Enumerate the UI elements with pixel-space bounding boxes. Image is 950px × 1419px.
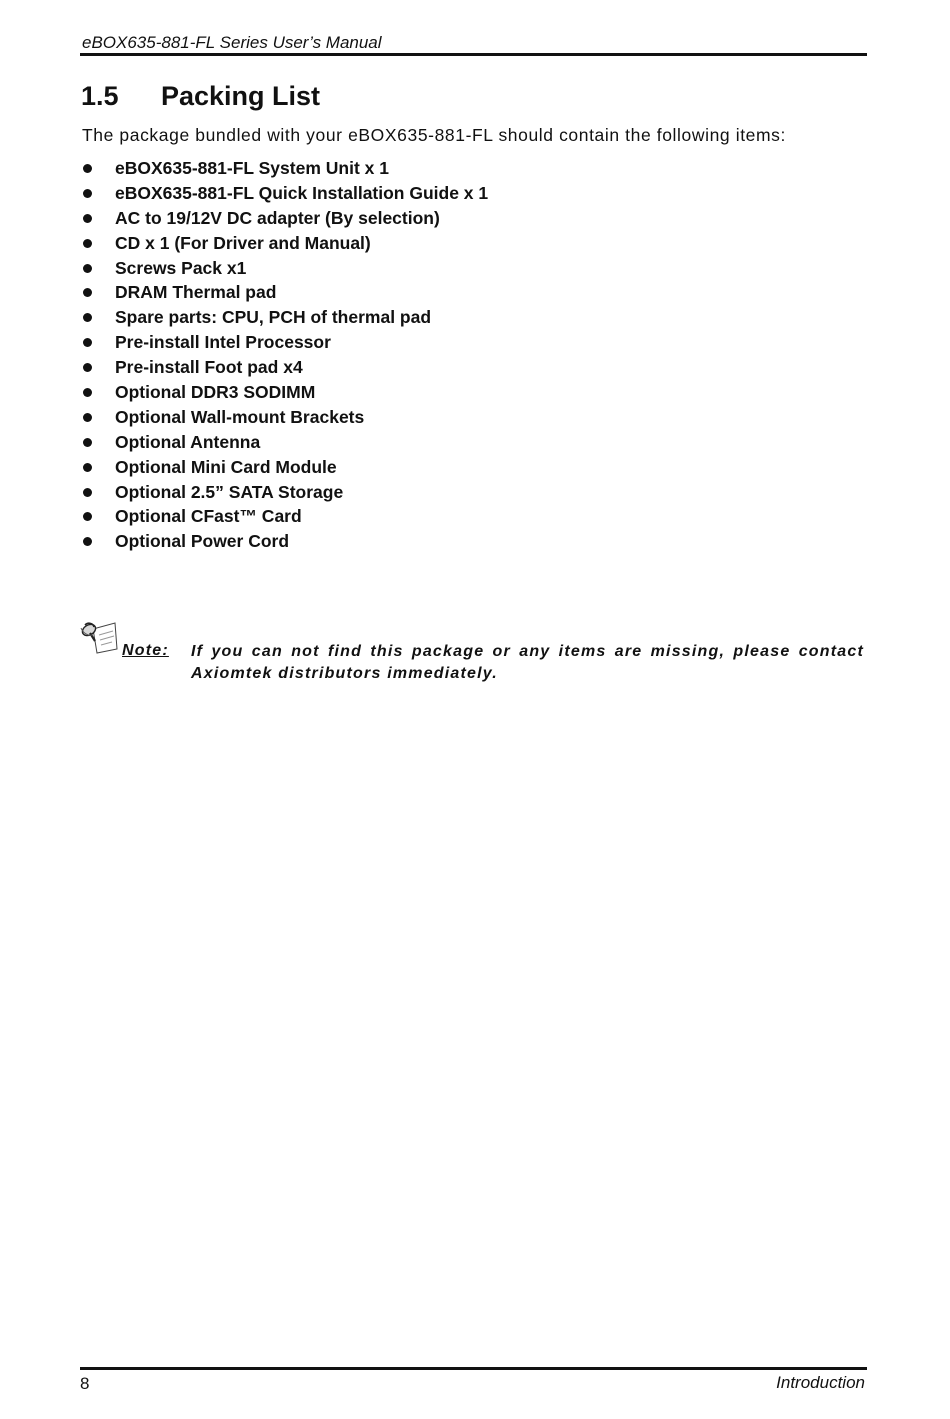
list-item-label: Pre-install Intel Processor [115,332,331,353]
list-item-label: CD x 1 (For Driver and Manual) [115,232,371,253]
bullet-icon [83,338,92,347]
bullet-icon [83,363,92,372]
bullet-icon [83,164,92,173]
pushpin-note-icon [79,619,119,655]
list-item-label: Optional Antenna [115,431,261,452]
footer-section-name: Introduction [776,1373,865,1392]
header-divider [80,53,867,56]
list-item [80,529,488,554]
bullet-icon [83,288,92,297]
list-item [80,480,488,505]
note-text: If you can not find this package or any items are missing, please contact Axiomtek distributors immediately. [191,643,864,682]
bullet-icon [83,214,92,223]
bullet-icon [83,488,92,497]
bullet-icon [83,239,92,248]
list-item-label: Optional DDR3 SODIMM [115,381,316,402]
section-heading [81,80,320,112]
section-number: 1.5 [81,81,119,111]
list-item-label: AC to 19/12V DC adapter (By selection) [115,207,440,228]
bullet-icon [83,463,92,472]
list-item [80,305,488,330]
note-label: Note: [122,642,169,659]
list-item-label: Pre-install Foot pad x4 [115,357,303,378]
list-item [80,430,488,455]
list-item-label: Optional Mini Card Module [115,456,337,477]
list-item [80,405,488,430]
list-item [80,256,488,281]
list-item [80,504,488,529]
list-item [80,330,488,355]
bullet-icon [83,537,92,546]
bullet-icon [83,189,92,198]
list-item-label: DRAM Thermal pad [115,282,277,303]
running-header-title: eBOX635-881-FL Series User’s Manual [82,33,382,52]
list-item-label: Optional 2.5” SATA Storage [115,481,344,502]
section-title: Packing List [161,81,321,111]
list-item-label: Optional Wall-mount Brackets [115,406,365,427]
list-item [80,280,488,305]
list-item-label: Spare parts: CPU, PCH of thermal pad [115,307,432,328]
list-item [80,206,488,231]
footer-divider [80,1367,867,1370]
bullet-icon [83,388,92,397]
bullet-icon [83,438,92,447]
intro-paragraph: The package bundled with your eBOX635-881-FL should contain the following items: [82,125,786,145]
list-item-label: Optional CFast™ Card [115,506,302,527]
list-item-label: Optional Power Cord [115,531,290,552]
list-item [80,380,488,405]
bullet-icon [83,512,92,521]
packing-list [80,156,488,554]
bullet-icon [83,264,92,273]
list-item [80,181,488,206]
bullet-icon [83,313,92,322]
list-item [80,355,488,380]
page-number: 8 [80,1374,90,1393]
list-item [80,231,488,256]
bullet-icon [83,413,92,422]
list-item-label: eBOX635-881-FL Quick Installation Guide x 1 [115,182,489,203]
list-item [80,455,488,480]
list-item-label: eBOX635-881-FL System Unit x 1 [115,157,389,178]
list-item-label: Screws Pack x1 [115,257,247,278]
list-item [80,156,488,181]
